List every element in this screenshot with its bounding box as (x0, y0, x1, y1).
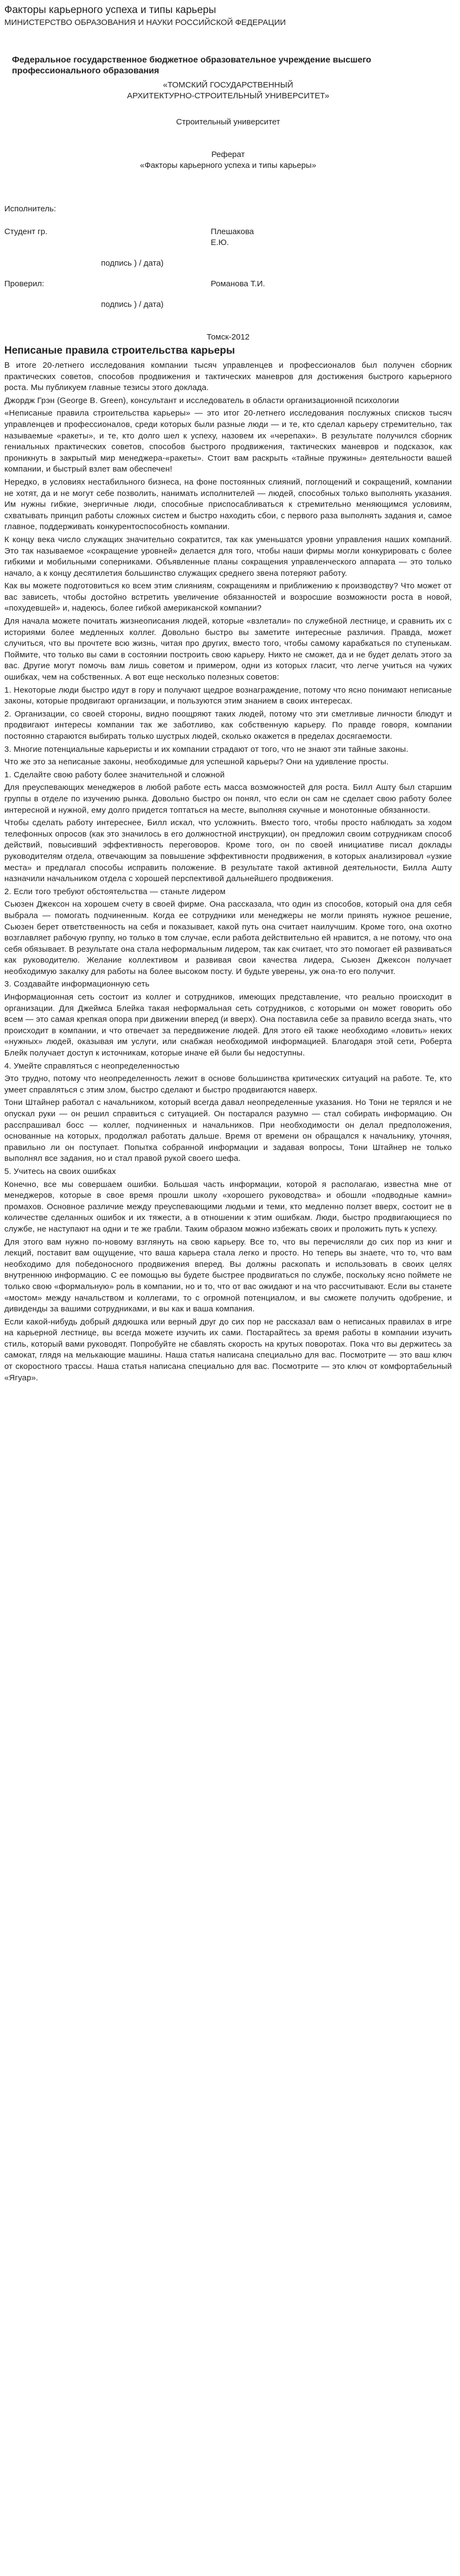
paragraph: Тони Штайнер работал с начальником, который всегда давал неопределенные указания. Но Тони не терялся и не опускал руки — он решил справиться с ситуацией. Он постарался разумно — стал собирать информацию. Он расспрашивал босс — коллег, подчиненных и начальников. При необходимости он делал предположения, основанные на которых, продолжал работать дальше. Время от времени он обращался к начальнику, уточняя, правильно ли он поступает. Попытка собранной информации и задавая вопросы, Тони Штайнер не только выполнял все задания, но и стал правой рукой своего шефа. (4, 1098, 452, 1164)
paragraph: 1. Некоторые люди быстро идут в гору и получают щедрое вознаграждение, потому что ясно понимают неписаные законы, которые продвигают организации, и пользуются этим знанием в своих интересах. (4, 685, 452, 706)
referat-topic: «Факторы карьерного успеха и типы карьеры» (140, 161, 317, 170)
paragraph: Для преуспевающих менеджеров в любой работе есть масса возможностей для роста. Билл Ашту был старшим группы в отделе по изучению рынка. Довольно быстро он понял, что если он сам не сделает свою работу более интересной и нужной, ему долго придется топтаться на месте, выполняя скучные и монотонные обязанности. (4, 783, 452, 815)
document (4, 4, 452, 1385)
student-name: Плешакова (211, 227, 254, 236)
section-title: Неписаные правила строительства карьеры (4, 345, 235, 356)
paragraph: Если какой-нибудь добрый дядюшка или верный друг до сих пор не рассказал вам о неписаных правилах в игре на карьерной лестнице, вы всегда можете изучить их сами. Постарайтесь за время работы в компании изучить стиль, который вами руководят. Попробуйте не сбавлять скорость на крутых поворотах. Пока что вы держитесь за самокат, глядя на мелькающие машины. Наша статья написана специально для вас. Посмотрите — это ваш ключ от скоростного трассы. Наша статья написана специально для вас. Посмотрите — это ключ от комфортабельный «Ягуар». (4, 1317, 452, 1383)
paragraph: 2. Организации, со своей стороны, видно поощряют таких людей, потому что эти сметливые личности блюдут и продвигают интересы компании так же заботливо, как собственную карьеру. По правде говоря, компании постоянно стараются выбирать только шустрых людей, сколько окажется в пределах досягаемости. (4, 709, 452, 741)
referat-label: Реферат (211, 150, 245, 159)
performer-label: Исполнитель: (4, 204, 56, 213)
paragraph: Для этого вам нужно по-новому взглянуть на свою карьеру. Все то, что вы перечисляли до сих пор из книг и лекций, поставит вам ощущение, что ваша карьера стала легко и просто. Но теперь вы знаете, что то, что вам необходимо для победоносного продвижения вперед. Вы должны раскопать и использовать в своих целях внутреннюю информацию. С ее помощью вы будете быстрее продвигаться по службе, поскольку ясно поймете не только свою «формальную» роль в компании, но и то, что от вас ожидают и на что рассчитывают. Если вы станете «мостом» между начальством и коллегами, то с огромной потенциалом, и вы сможете получить одобрение, и дивиденды за вашими сотрудниками, и вы как и ваша компания. (4, 1237, 452, 1314)
institution-name: Федеральное государственное бюджетное образовательное учреждение высшего профессионального образования (12, 55, 371, 76)
paragraph: Конечно, все мы совершаем ошибки. Большая часть информации, которой я располагаю, известна мне от менеджеров, которые в свое время прошли школу «хорошего руководства» и обошли «подводные камни» промахов. Основное различие между преуспевающими людьми и теми, кто медленно ползет вверх, состоит не в количестве сделанных ошибок и их тяжести, а в отношении к этим ошибкам. Люди, быстро продвигающиеся по службе, не наступают на одни и те же грабли. Таким образом можно избежать своих и проложить путь к успеху. (4, 1179, 452, 1234)
student-signature-date: подпись ) / дата) (101, 259, 164, 268)
article-body (4, 360, 452, 1384)
checked-label: Проверил: (4, 279, 45, 288)
paragraph: Чтобы сделать работу интереснее, Билл искал, что усложнить. Вместо того, чтобы просто наблюдать за ходом телефонных опросов (как это значилось в его должностной инструкции), он предложил своим сотрудникам способ действий, повысивший эффективность переговоров. Кроме того, он по своей инициативе писал доклады руководителям отдела, отвечающим за повышение эффективности продвижения, в которых анализировал «узкие места» и предлагал способы исправить положение. В результате такой активной деятельности, Билла Ашту назначили начальником отдела с хорошей перспективой дальнейшего продвижения. (4, 818, 452, 884)
paragraph: Джордж Грэн (George B. Green), консультант и исследователь в области организационной психологии (4, 395, 399, 405)
paragraph: К концу века число служащих значительно сократится, так как уменьшатся уровни управления наших компаний. Это так называемое «сокращение уровней» делается для того, чтобы наши фирмы могли конкурировать с более гибкими и мобильными соперниками. Объявленные планы сокращения управленческого аппарата — это только начало, а к концу десятилетия большинство служащих среднего звена потеряют работу. (4, 535, 452, 578)
student-initials: Е.Ю. (211, 238, 229, 247)
paragraph: 2. Если того требуют обстоятельства — станьте лидером (4, 887, 226, 896)
paragraph: 1. Сделайте свою работу более значительной и сложной (4, 770, 225, 780)
page-title: Факторы карьерного успеха и типы карьеры (4, 4, 216, 16)
paragraph: 4. Умейте справляться с неопределенностью (4, 1061, 180, 1071)
city-year: Томск-2012 (206, 332, 250, 342)
checker-signature-date: подпись ) / дата) (101, 300, 164, 309)
student-initials-row (4, 237, 452, 248)
checker-row (4, 279, 452, 290)
department-name: Строительный университет (176, 117, 280, 127)
paragraph: Это трудно, потому что неопределенность лежит в основе большинства критических ситуаций на работе. Те, кто умеет справляться с этим злом, быстро сделают и быстро продвигаются наверх. (4, 1074, 452, 1095)
student-row (4, 227, 452, 237)
ministry-line: МИНИСТЕРСТВО ОБРАЗОВАНИЯ И НАУКИ РОССИЙСКОЙ ФЕДЕРАЦИИ (4, 18, 286, 27)
paragraph: «Неписаные правила строительства карьеры» — это итог 20-летнего исследования послужных списков тысяч управленцев и профессионалов, среди которых были разные люди — и те, кто сделал карьеру стремительно, так называемые «ракеты», и те, кто долго шел к успеху, назовем их «черепахи». В результате получился сборник гениальных практических советов, способов быстрого продвижения, тактических маневров и подсказок, как проникнуть в закрытый мир менеджера-«ракеты». Стоит вам раскрыть «тайные пружины» деятельности вашей компании, и быстрый взлет вам обеспечен! (4, 409, 452, 474)
paragraph: В итоге 20-летнего исследования компании тысяч управленцев и профессионалов был получен сборник практических советов, способов продвижения и тактических маневров для достижения быстрого карьерного роста. Мы публикуем главные тезисы этого доклада. (4, 361, 452, 393)
paragraph: 3. Создавайте информационную сеть (4, 979, 150, 989)
performer-row (4, 204, 452, 215)
university-line-2: АРХИТЕКТУРНО-СТРОИТЕЛЬНЫЙ УНИВЕРСИТЕТ» (127, 91, 330, 100)
paragraph: Нередко, в условиях нестабильного бизнеса, на фоне постоянных слияний, поглощений и сокращений, компании не хотят, да и не могут себе позволить, нанимать исполнителей — людей, способных только выполнять указания. Им нужны гибкие, энергичные люди, способные приспосабливаться к стремительно меняющимся условиям, схватывать принцип работы сложных систем и быстро находить сбои, с первого раза выполнять задания и, самое главное, поддерживать конкурентоспособность компании. (4, 477, 452, 532)
paragraph: Сьюзен Джексон на хорошем счету в своей фирме. Она рассказала, что один из способов, который она для себя выбрала — помогать подчиненным. Когда ее сотрудники или менеджеры не могли принять нужное решение, Сьюзен берет ответственность на себя и показывает, какой путь она считает наилучшим. Кроме того, она охотно возглавляет рабочую группу, но только в том случае, если работа действительно ей нравится, а не потому, что она себя обязывает. В результате она стала неформальным лидером, так как считает, что это помогает ей развиваться как руководителю. Желание коллективом и развивая свои качества лидера, Сьюзен Джексон получает необходимую закалку для работы на более высоком посту. И будьте уверены, уж она-то его получит. (4, 900, 452, 976)
paragraph: Что же это за неписаные законы, необходимые для успешной карьеры? Они на удивление просты. (4, 757, 389, 767)
paragraph: 3. Многие потенциальные карьеристы и их компании страдают от того, что не знают эти тайные законы. (4, 744, 408, 754)
university-line-1: «ТОМСКИЙ ГОСУДАРСТВЕННЫЙ (163, 80, 293, 90)
paragraph: Информационная сеть состоит из коллег и сотрудников, имеющих представление, что реально происходит в организации. Для Джеймса Блейка такая неформальная сеть сотрудников, с которыми он может говорить обо всем — это самая крепкая опора при движении вперед (и вверх). Она поставила себе за правило всегда знать, что происходит в компании, и что отвечает за передвижение людей. Для этого ей также необходимо «ловить» неких «нужных» людей, оказывая им услуги, или снабжая необходимой информацией. Благодаря этой сети, Роберта Блейк получает доступ к источникам, которые иначе ей были бы недоступны. (4, 992, 452, 1058)
paragraph: Как вы можете подготовиться ко всем этим слияниям, сокращениям и приближению к производству? Что может от вас зависеть, чтобы достойно встретить увеличение обязанностей и возросшие возможности роста в новой, «похудевшей» и, надеюсь, более гибкой американской компании? (4, 581, 452, 613)
student-label: Студент гр. (4, 227, 48, 236)
paragraph: 5. Учитесь на своих ошибках (4, 1166, 116, 1176)
paragraph: Для начала можете почитать жизнеописания людей, которые «взлетали» по служебной лестнице, и сравнить их с историями более медленных коллег. Довольно быстро вы заметите интересные различия. Правда, может случиться, что вы прочтете всю жизнь, читая про других, вместо того, чтобы самому карабкаться по ступенькам. Поймите, что только вы сами в состоянии построить свою карьеру. Никто не сможет, да и не будет делать этого за вас. Другие могут помочь вам лишь советом и примером, одни из которых гласит, что легче учиться на чужих ошибках, чем на собственных. А вот еще несколько полезных советов: (4, 617, 452, 682)
checker-name: Романова Т.И. (211, 279, 265, 288)
